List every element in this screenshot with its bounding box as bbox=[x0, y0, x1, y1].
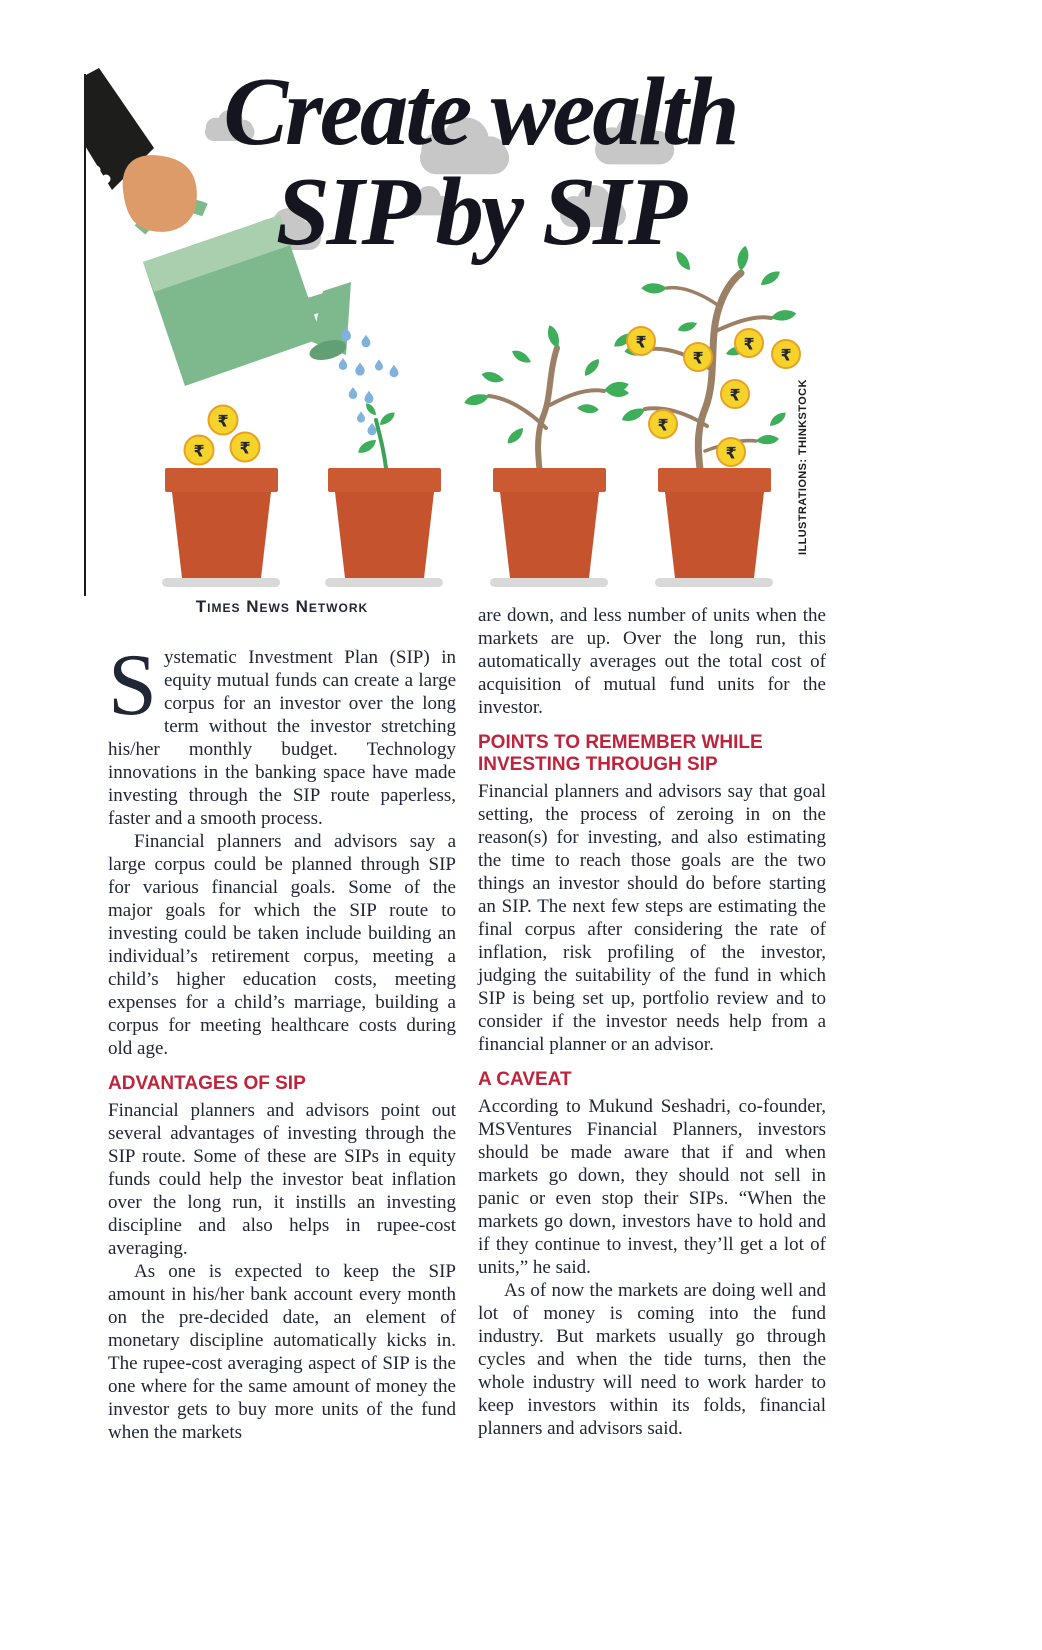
section-heading-advantages: ADVANTAGES OF SIP bbox=[108, 1073, 306, 1094]
headline-line-2: SIP by SIP bbox=[275, 158, 685, 265]
drop-cap: S bbox=[108, 637, 157, 734]
flower-pot-3 bbox=[493, 468, 606, 578]
rupee-coin-icon bbox=[735, 329, 763, 357]
section-heading-points: POINTS TO REMEMBER WHILE INVESTING THROUGH SIP bbox=[478, 732, 763, 775]
rupee-coin-icon bbox=[185, 436, 214, 465]
flower-pot-1-coins bbox=[165, 406, 278, 579]
rupee-coin-icon bbox=[209, 406, 238, 435]
headline-line-1: Create wealth bbox=[223, 58, 737, 165]
svg-text:₹: ₹ bbox=[193, 441, 205, 461]
section-heading-caveat: A CAVEAT bbox=[478, 1069, 572, 1090]
rupee-coin-icon bbox=[627, 327, 655, 355]
paragraph: Financial planners and advisors say a large corpus could be planned through SIP for various financial goals. Some of the major goals for which the SIP route to investing could be taken include building an individual’s retirement corpus, meeting a child’s higher education costs, meeting expenses for a child’s marriage, building a corpus for meeting healthcare costs during old age. bbox=[108, 831, 456, 1059]
svg-text:₹: ₹ bbox=[692, 348, 704, 368]
rupee-coin-icon bbox=[649, 410, 677, 438]
headline bbox=[135, 58, 825, 265]
svg-text:₹: ₹ bbox=[743, 334, 755, 354]
rupee-coin-icon bbox=[231, 433, 260, 462]
article-column-right bbox=[478, 604, 826, 1440]
flower-pot-4-money-tree bbox=[605, 245, 800, 578]
paragraph: As one is expected to keep the SIP amount in his/her bank account every month on the pre-decided date, an element of monetary discipline automatically kicks in. The rupee-cost averaging aspect of SIP is the one where for the same amount of money the investor gets to buy more units of the fund when the markets bbox=[108, 1261, 456, 1443]
flower-pot-3-plant bbox=[464, 325, 629, 578]
flower-pot-2 bbox=[328, 468, 441, 578]
paragraph: are down, and less number of units when the markets are up. Over the long run, this automatically averages out the total cost of acquisition of mutual fund units for the investor. bbox=[478, 605, 826, 718]
rupee-coin-icon bbox=[721, 380, 749, 408]
paragraph bbox=[108, 637, 456, 830]
rupee-coin-icon bbox=[717, 438, 745, 466]
svg-text:₹: ₹ bbox=[217, 411, 229, 431]
paragraph-text: ystematic Investment Plan (SIP) in equity mutual funds can create a large corpus for an investor over the long term without the investor stretching his/her monthly budget. Technology innovations in the banking space have made investing through the SIP route paperless, faster and a smooth process. bbox=[108, 647, 456, 829]
rupee-coin-icon bbox=[684, 343, 712, 371]
byline: Times News Network bbox=[195, 597, 369, 616]
rupee-coin-icon bbox=[772, 340, 800, 368]
paragraph: Financial planners and advisors say that goal setting, the process of zeroing in on the reason(s) for investing, and also estimating the time to reach those goals are the two things an investor should do before starting an SIP. The next few steps are estimating the final corpus after considering the rate of inflation, risk profiling of the investor, judging the suitability of the fund in which SIP is being set up, portfolio review and to consider if the investor needs help from a financial planner or an advisor. bbox=[478, 781, 826, 1055]
svg-text:₹: ₹ bbox=[780, 345, 792, 365]
svg-text:₹: ₹ bbox=[239, 438, 251, 458]
svg-text:₹: ₹ bbox=[657, 415, 669, 435]
paragraph: As of now the markets are doing well and lot of money is coming into the fund industry. But markets usually go through cycles and when the tide turns, then the whole industry will need to work harder to keep investors within its folds, financial planners and advisors said. bbox=[478, 1280, 826, 1439]
paragraph: Financial planners and advisors point out several advantages of investing through the SIP route. Some of these are SIPs in equity funds could help the investor beat inflation over the long run, it instills an investing discipline and also helps in rupee-cost averaging. bbox=[108, 1100, 456, 1259]
svg-text:₹: ₹ bbox=[729, 385, 741, 405]
flower-pot-1 bbox=[165, 468, 278, 578]
paragraph: According to Mukund Seshadri, co-founder, MSVentures Financial Planners, investors should be made aware that if and when markets go down, they should not sell in panic or even stop their SIPs. “When the markets go down, investors have to hold and if they continue to invest, they’ll get a lot of units,” he said. bbox=[478, 1096, 826, 1278]
flower-pot-2-sprout bbox=[328, 401, 441, 578]
illustration-credit: ILLUSTRATIONS: THINKSTOCK bbox=[797, 379, 809, 555]
pot-shadows bbox=[162, 578, 773, 587]
article-column-left bbox=[108, 637, 456, 1444]
flower-pot-4 bbox=[658, 468, 771, 578]
svg-text:₹: ₹ bbox=[635, 332, 647, 352]
svg-text:₹: ₹ bbox=[725, 443, 737, 463]
